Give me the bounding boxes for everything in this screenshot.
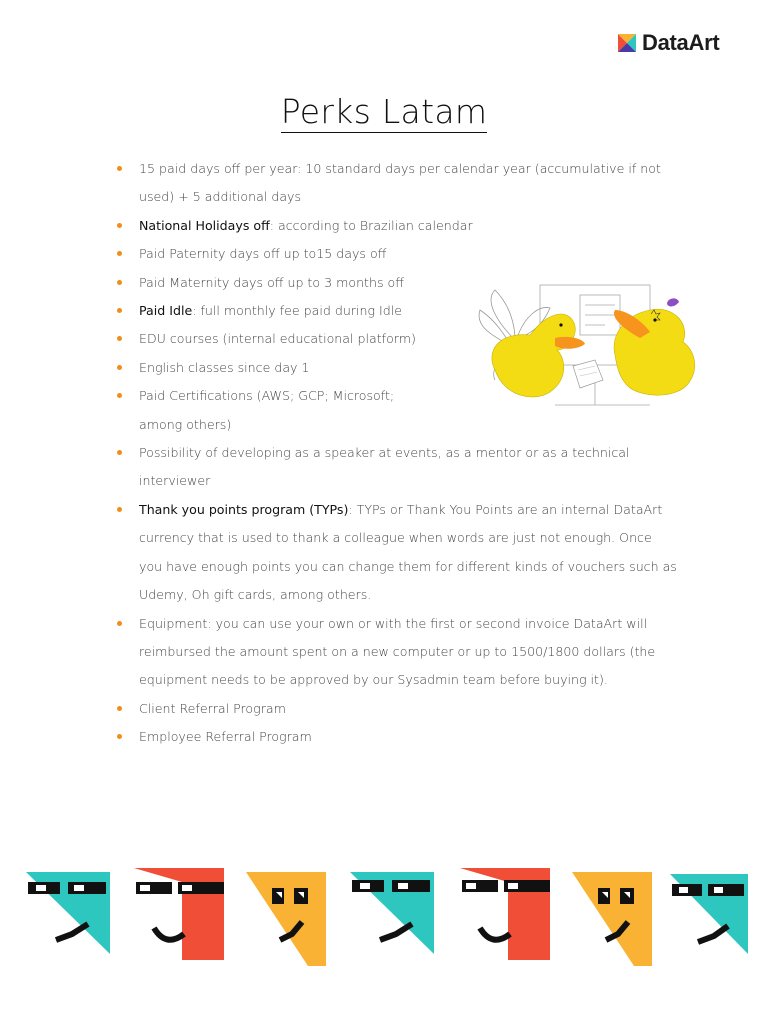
page-title-text: Perks Latam (280, 92, 488, 131)
page-title (0, 92, 768, 131)
perk-item: EDU courses (internal educational platform) (117, 325, 677, 353)
perk-item: Paid Certifications (AWS; GCP; Microsoft; among others) (117, 382, 439, 439)
perk-item: Paid Idle: full monthly fee paid during Idle (117, 297, 677, 325)
red-face-icon (450, 854, 558, 966)
perk-item: English classes since day 1 (117, 354, 677, 382)
yellow-face-icon (236, 862, 332, 966)
dataart-logo (618, 30, 719, 56)
perks-list (117, 155, 677, 752)
perk-item: Equipment: you can use your own or with the first or second invoice DataArt will reimbursed the amount spent on a new computer or up to 1500/1800 dollars (the equipment needs to be approved by our Sysadmin team before buying it). (117, 610, 677, 695)
perk-item: Paid Maternity days off up to 3 months off (117, 269, 677, 297)
teal-face-icon (340, 860, 444, 964)
logo-text: DataArt (642, 30, 720, 55)
red-face-icon (124, 854, 232, 966)
perk-item: 15 paid days off per year: 10 standard days per calendar year (accumulative if not used) + 5 additional days (117, 155, 677, 212)
perk-item: Employee Referral Program (117, 723, 677, 751)
perk-item: Client Referral Program (117, 695, 677, 723)
ducks-illustration (455, 280, 735, 415)
yellow-face-icon (562, 862, 658, 966)
perk-item: Thank you points program (TYPs): TYPs or Thank You Points are an internal DataArt currency that is used to thank a colleague when words are just not enough. Once you have enough points you can change them for different kinds of vouchers such as Udemy, Oh gift cards, among others. (117, 496, 677, 610)
dataart-logo-icon (618, 34, 636, 52)
faces-illustration-row (14, 854, 754, 972)
teal-face-icon (662, 864, 752, 966)
teal-face-icon (16, 864, 120, 966)
right-duck-icon (614, 298, 695, 395)
perk-item: National Holidays off: according to Brazilian calendar (117, 212, 677, 240)
perk-item: Paid Paternity days off up to15 days off (117, 240, 677, 268)
perk-item: Possibility of developing as a speaker at events, as a mentor or as a technical interviewer (117, 439, 677, 496)
